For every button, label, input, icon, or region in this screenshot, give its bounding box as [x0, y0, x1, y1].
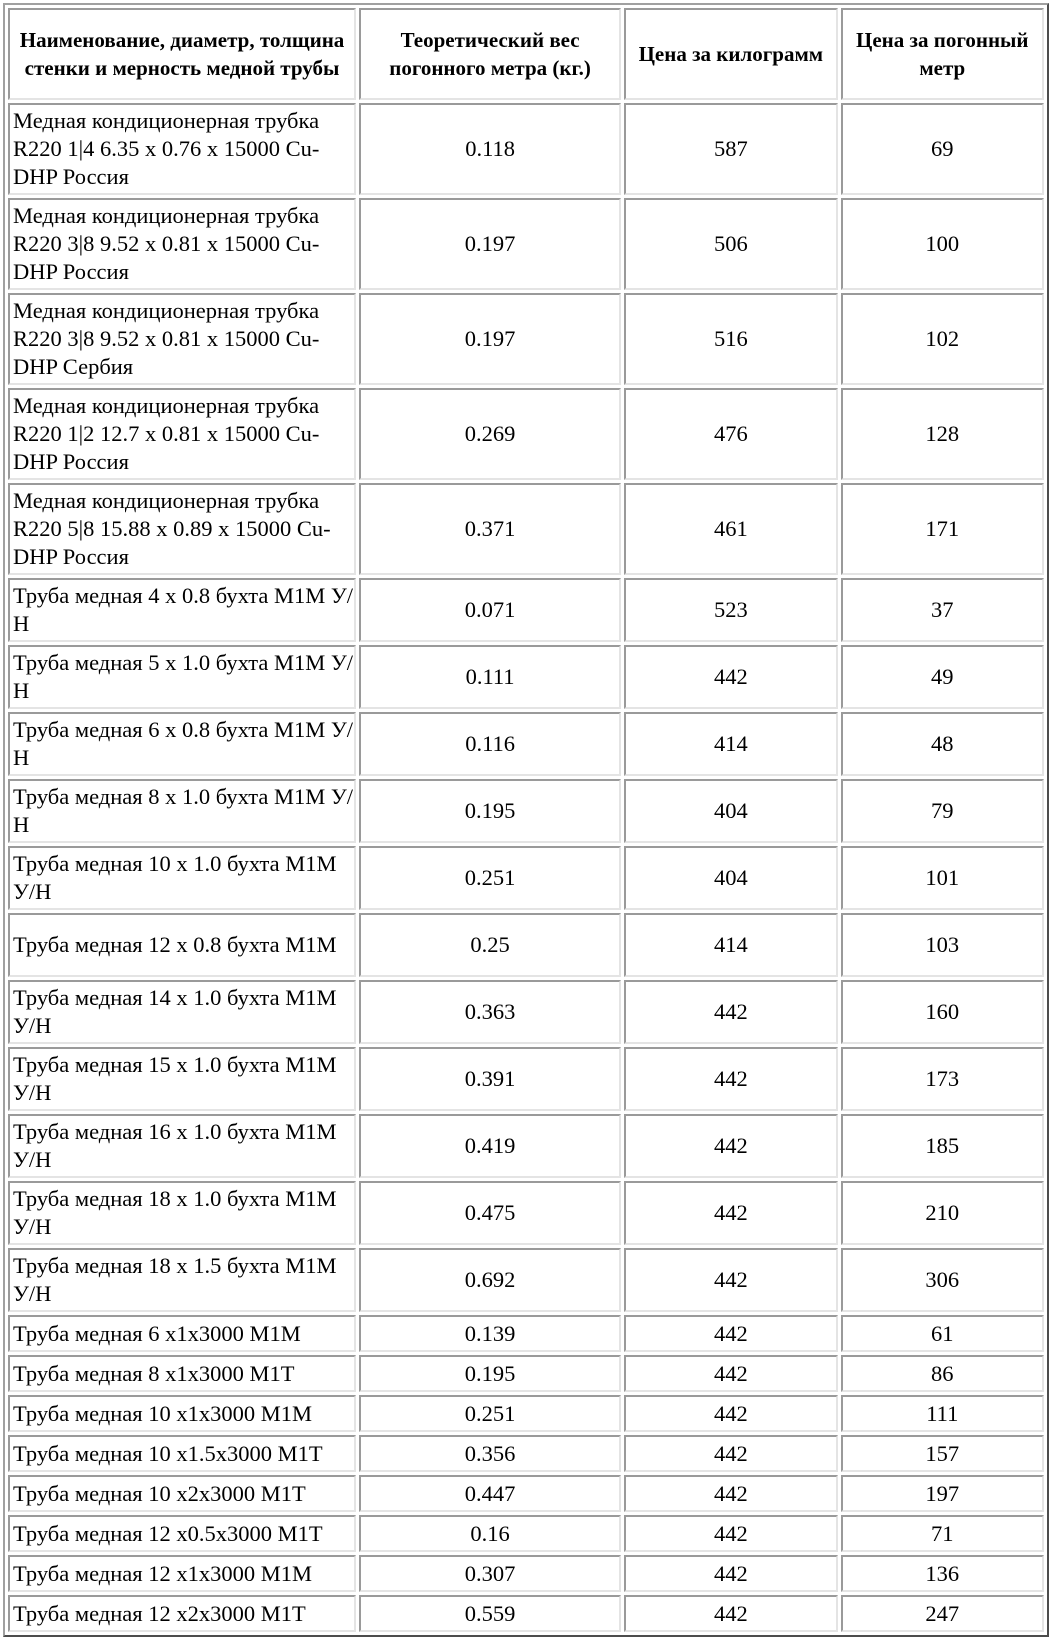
cell-price-per-meter: 197 [841, 1475, 1044, 1512]
cell-price-per-kg: 587 [624, 103, 837, 195]
cell-price-per-kg: 461 [624, 483, 837, 575]
cell-price-per-kg: 404 [624, 779, 837, 843]
cell-price-per-kg: 442 [624, 980, 837, 1044]
cell-price-per-kg: 523 [624, 578, 837, 642]
cell-price-per-kg: 442 [624, 1435, 837, 1472]
header-price-per-meter: Цена за погонный метр [841, 8, 1044, 100]
cell-weight: 0.116 [359, 712, 621, 776]
cell-price-per-kg: 442 [624, 1355, 837, 1392]
cell-weight: 0.071 [359, 578, 621, 642]
table-row [8, 1435, 1044, 1472]
cell-price-per-meter: 247 [841, 1595, 1044, 1632]
cell-weight: 0.269 [359, 388, 621, 480]
cell-price-per-kg: 442 [624, 1475, 837, 1512]
cell-price-per-meter: 86 [841, 1355, 1044, 1392]
table-row [8, 1355, 1044, 1392]
cell-weight: 0.195 [359, 779, 621, 843]
cell-weight: 0.307 [359, 1555, 621, 1592]
cell-price-per-meter: 102 [841, 293, 1044, 385]
cell-name: Труба медная 16 x 1.0 бухта М1М У/Н [8, 1114, 356, 1178]
cell-name: Медная кондиционерная трубка R220 1|2 12.7 x 0.81 x 15000 Cu-DHP Россия [8, 388, 356, 480]
cell-price-per-meter: 100 [841, 198, 1044, 290]
table-row [8, 980, 1044, 1044]
cell-weight: 0.251 [359, 1395, 621, 1432]
table-row [8, 1248, 1044, 1312]
cell-name: Труба медная 10 x2x3000 М1Т [8, 1475, 356, 1512]
cell-name: Труба медная 4 x 0.8 бухта М1М У/Н [8, 578, 356, 642]
cell-name: Труба медная 14 x 1.0 бухта М1М У/Н [8, 980, 356, 1044]
cell-weight: 0.356 [359, 1435, 621, 1472]
cell-price-per-meter: 210 [841, 1181, 1044, 1245]
cell-price-per-kg: 516 [624, 293, 837, 385]
cell-weight: 0.195 [359, 1355, 621, 1392]
cell-price-per-meter: 111 [841, 1395, 1044, 1432]
table-row [8, 293, 1044, 385]
cell-price-per-meter: 101 [841, 846, 1044, 910]
table-row [8, 913, 1044, 977]
cell-price-per-meter: 69 [841, 103, 1044, 195]
table-row [8, 1181, 1044, 1245]
cell-name: Медная кондиционерная трубка R220 5|8 15.88 x 0.89 x 15000 Cu-DHP Россия [8, 483, 356, 575]
cell-price-per-meter: 79 [841, 779, 1044, 843]
cell-name: Труба медная 8 x 1.0 бухта М1М У/Н [8, 779, 356, 843]
cell-price-per-meter: 136 [841, 1555, 1044, 1592]
table-row [8, 712, 1044, 776]
cell-name: Труба медная 12 x0.5x3000 М1Т [8, 1515, 356, 1552]
table-row [8, 198, 1044, 290]
table-row [8, 1555, 1044, 1592]
cell-name: Труба медная 6 x 0.8 бухта М1М У/Н [8, 712, 356, 776]
header-price-per-kg: Цена за килограмм [624, 8, 837, 100]
table-row [8, 388, 1044, 480]
cell-price-per-meter: 171 [841, 483, 1044, 575]
cell-weight: 0.371 [359, 483, 621, 575]
cell-price-per-meter: 48 [841, 712, 1044, 776]
cell-price-per-kg: 442 [624, 1248, 837, 1312]
cell-price-per-meter: 306 [841, 1248, 1044, 1312]
cell-name: Труба медная 10 x 1.0 бухта М1М У/Н [8, 846, 356, 910]
header-weight: Теоретический вес погонного метра (кг.) [359, 8, 621, 100]
cell-weight: 0.559 [359, 1595, 621, 1632]
cell-price-per-kg: 442 [624, 645, 837, 709]
cell-price-per-meter: 160 [841, 980, 1044, 1044]
cell-weight: 0.197 [359, 198, 621, 290]
table-row [8, 1315, 1044, 1352]
table-row [8, 1595, 1044, 1632]
cell-price-per-kg: 442 [624, 1181, 837, 1245]
cell-name: Труба медная 12 x1x3000 М1М [8, 1555, 356, 1592]
cell-weight: 0.251 [359, 846, 621, 910]
table-row [8, 1515, 1044, 1552]
table-body [8, 103, 1044, 1632]
cell-name: Труба медная 18 x 1.0 бухта М1М У/Н [8, 1181, 356, 1245]
cell-weight: 0.139 [359, 1315, 621, 1352]
table-row [8, 578, 1044, 642]
header-name: Наименование, диаметр, толщина стенки и мерность медной трубы [8, 8, 356, 100]
copper-pipe-price-table [3, 3, 1049, 1637]
cell-weight: 0.363 [359, 980, 621, 1044]
table-row [8, 1395, 1044, 1432]
cell-name: Труба медная 10 x1.5x3000 М1Т [8, 1435, 356, 1472]
table-row [8, 645, 1044, 709]
cell-price-per-kg: 442 [624, 1515, 837, 1552]
cell-price-per-kg: 442 [624, 1395, 837, 1432]
table-row [8, 1047, 1044, 1111]
cell-weight: 0.475 [359, 1181, 621, 1245]
table-row [8, 1475, 1044, 1512]
cell-price-per-kg: 442 [624, 1315, 837, 1352]
cell-price-per-kg: 476 [624, 388, 837, 480]
cell-weight: 0.118 [359, 103, 621, 195]
cell-price-per-kg: 442 [624, 1047, 837, 1111]
cell-name: Труба медная 18 x 1.5 бухта М1М У/Н [8, 1248, 356, 1312]
cell-price-per-meter: 185 [841, 1114, 1044, 1178]
cell-name: Труба медная 15 x 1.0 бухта М1М У/Н [8, 1047, 356, 1111]
cell-price-per-kg: 442 [624, 1595, 837, 1632]
cell-price-per-kg: 404 [624, 846, 837, 910]
cell-name: Труба медная 5 x 1.0 бухта М1М У/Н [8, 645, 356, 709]
cell-weight: 0.419 [359, 1114, 621, 1178]
cell-price-per-meter: 173 [841, 1047, 1044, 1111]
cell-weight: 0.111 [359, 645, 621, 709]
table-row [8, 846, 1044, 910]
cell-price-per-kg: 414 [624, 913, 837, 977]
cell-price-per-kg: 414 [624, 712, 837, 776]
cell-weight: 0.447 [359, 1475, 621, 1512]
cell-price-per-meter: 128 [841, 388, 1044, 480]
table-row [8, 103, 1044, 195]
cell-name: Труба медная 8 x1x3000 М1Т [8, 1355, 356, 1392]
cell-weight: 0.692 [359, 1248, 621, 1312]
cell-price-per-kg: 442 [624, 1555, 837, 1592]
cell-name: Труба медная 12 x2x3000 М1Т [8, 1595, 356, 1632]
cell-price-per-meter: 157 [841, 1435, 1044, 1472]
cell-price-per-meter: 71 [841, 1515, 1044, 1552]
table-row [8, 779, 1044, 843]
cell-weight: 0.197 [359, 293, 621, 385]
cell-price-per-meter: 49 [841, 645, 1044, 709]
table-row [8, 1114, 1044, 1178]
cell-name: Медная кондиционерная трубка R220 3|8 9.52 x 0.81 x 15000 Cu-DHP Россия [8, 198, 356, 290]
cell-weight: 0.391 [359, 1047, 621, 1111]
cell-price-per-meter: 103 [841, 913, 1044, 977]
cell-name: Медная кондиционерная трубка R220 1|4 6.35 x 0.76 x 15000 Cu-DHP Россия [8, 103, 356, 195]
cell-price-per-kg: 506 [624, 198, 837, 290]
table-header [8, 8, 1044, 100]
cell-name: Труба медная 6 x1x3000 М1М [8, 1315, 356, 1352]
cell-price-per-meter: 37 [841, 578, 1044, 642]
cell-name: Медная кондиционерная трубка R220 3|8 9.52 x 0.81 x 15000 Cu-DHP Сербия [8, 293, 356, 385]
cell-price-per-kg: 442 [624, 1114, 837, 1178]
cell-name: Труба медная 12 x 0.8 бухта М1М [8, 913, 356, 977]
table-row [8, 483, 1044, 575]
cell-weight: 0.16 [359, 1515, 621, 1552]
cell-weight: 0.25 [359, 913, 621, 977]
header-row [8, 8, 1044, 100]
cell-price-per-meter: 61 [841, 1315, 1044, 1352]
cell-name: Труба медная 10 x1x3000 М1М [8, 1395, 356, 1432]
